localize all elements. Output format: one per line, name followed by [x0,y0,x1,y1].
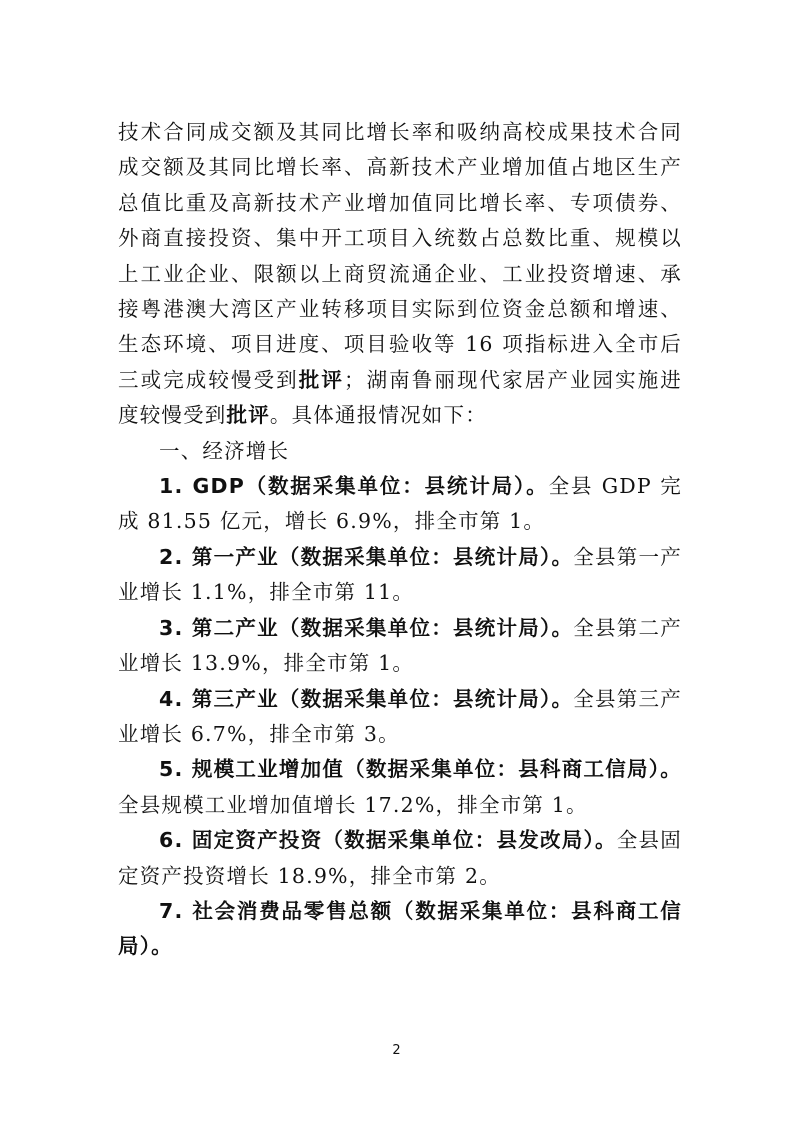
item-text: 全县第二产业增长 13.9%，排全市第 1。 [118,615,683,676]
list-item [118,894,682,965]
list-item [118,682,682,753]
item-text: 全县固定资产投资增长 18.9%，排全市第 2。 [118,828,682,888]
item-lead: 6. 固定资产投资（数据采集单位：县发改局）。 [159,828,617,853]
intro-bold-criticism-2: 批评 [226,403,270,428]
intro-text-3: 。具体通报情况如下： [269,403,487,428]
intro-bold-criticism-1: 批评 [298,367,344,392]
item-lead: 5. 规模工业增加值（数据采集单位：县科商工信局）。 [159,757,682,782]
list-item [118,752,682,823]
intro-paragraph [118,115,682,434]
item-text: 全县规模工业增加值增长 17.2%，排全市第 1。 [118,792,588,817]
item-text: 全县 GDP 完成 81.55 亿元，增长 6.9%，排全市第 1。 [118,474,682,534]
section-heading: 一、经济增长 [159,438,290,463]
intro-text-1: 技术合同成交额及其同比增长率和吸纳高校成果技术合同成交额及其同比增长率、高新技术产业增加值占地区生产总值比重及高新技术产业增加值同比增长率、专项债券、外商直接投资、集中开工项目入统数占总数比重、规模以上工业企业、限额以上商贸流通企业、工业投资增速、承接粤港澳大湾区产业转移项目实际到位资金总额和增速、生态环境、项目进度、项目验收等 16 项指标进入全市后三或完成较慢受到 [118,120,682,392]
item-lead: 7. 社会消费品零售总额（数据采集单位：县科商工信局）。 [118,898,682,959]
item-lead: 3. 第二产业（数据采集单位：县统计局）。 [159,615,574,640]
intro-text-2: ；湖南鲁丽现代家居产业园实施进度较慢受到 [118,367,683,428]
item-text: 全县第一产业增长 1.1%，排全市第 11。 [118,544,683,605]
item-text: 全县第三产业增长 6.7%，排全市第 3。 [118,686,683,746]
item-lead: 2. 第一产业（数据采集单位：县统计局）。 [159,544,574,569]
list-item [118,611,682,682]
list-item [118,469,682,540]
item-lead: 4. 第三产业（数据采集单位：县统计局）。 [159,686,574,711]
list-item [118,823,682,894]
list-item [118,540,682,611]
document-body [118,115,682,965]
page-number: 2 [392,1043,401,1058]
item-lead: 1. GDP（数据采集单位：县统计局）。 [159,474,549,499]
